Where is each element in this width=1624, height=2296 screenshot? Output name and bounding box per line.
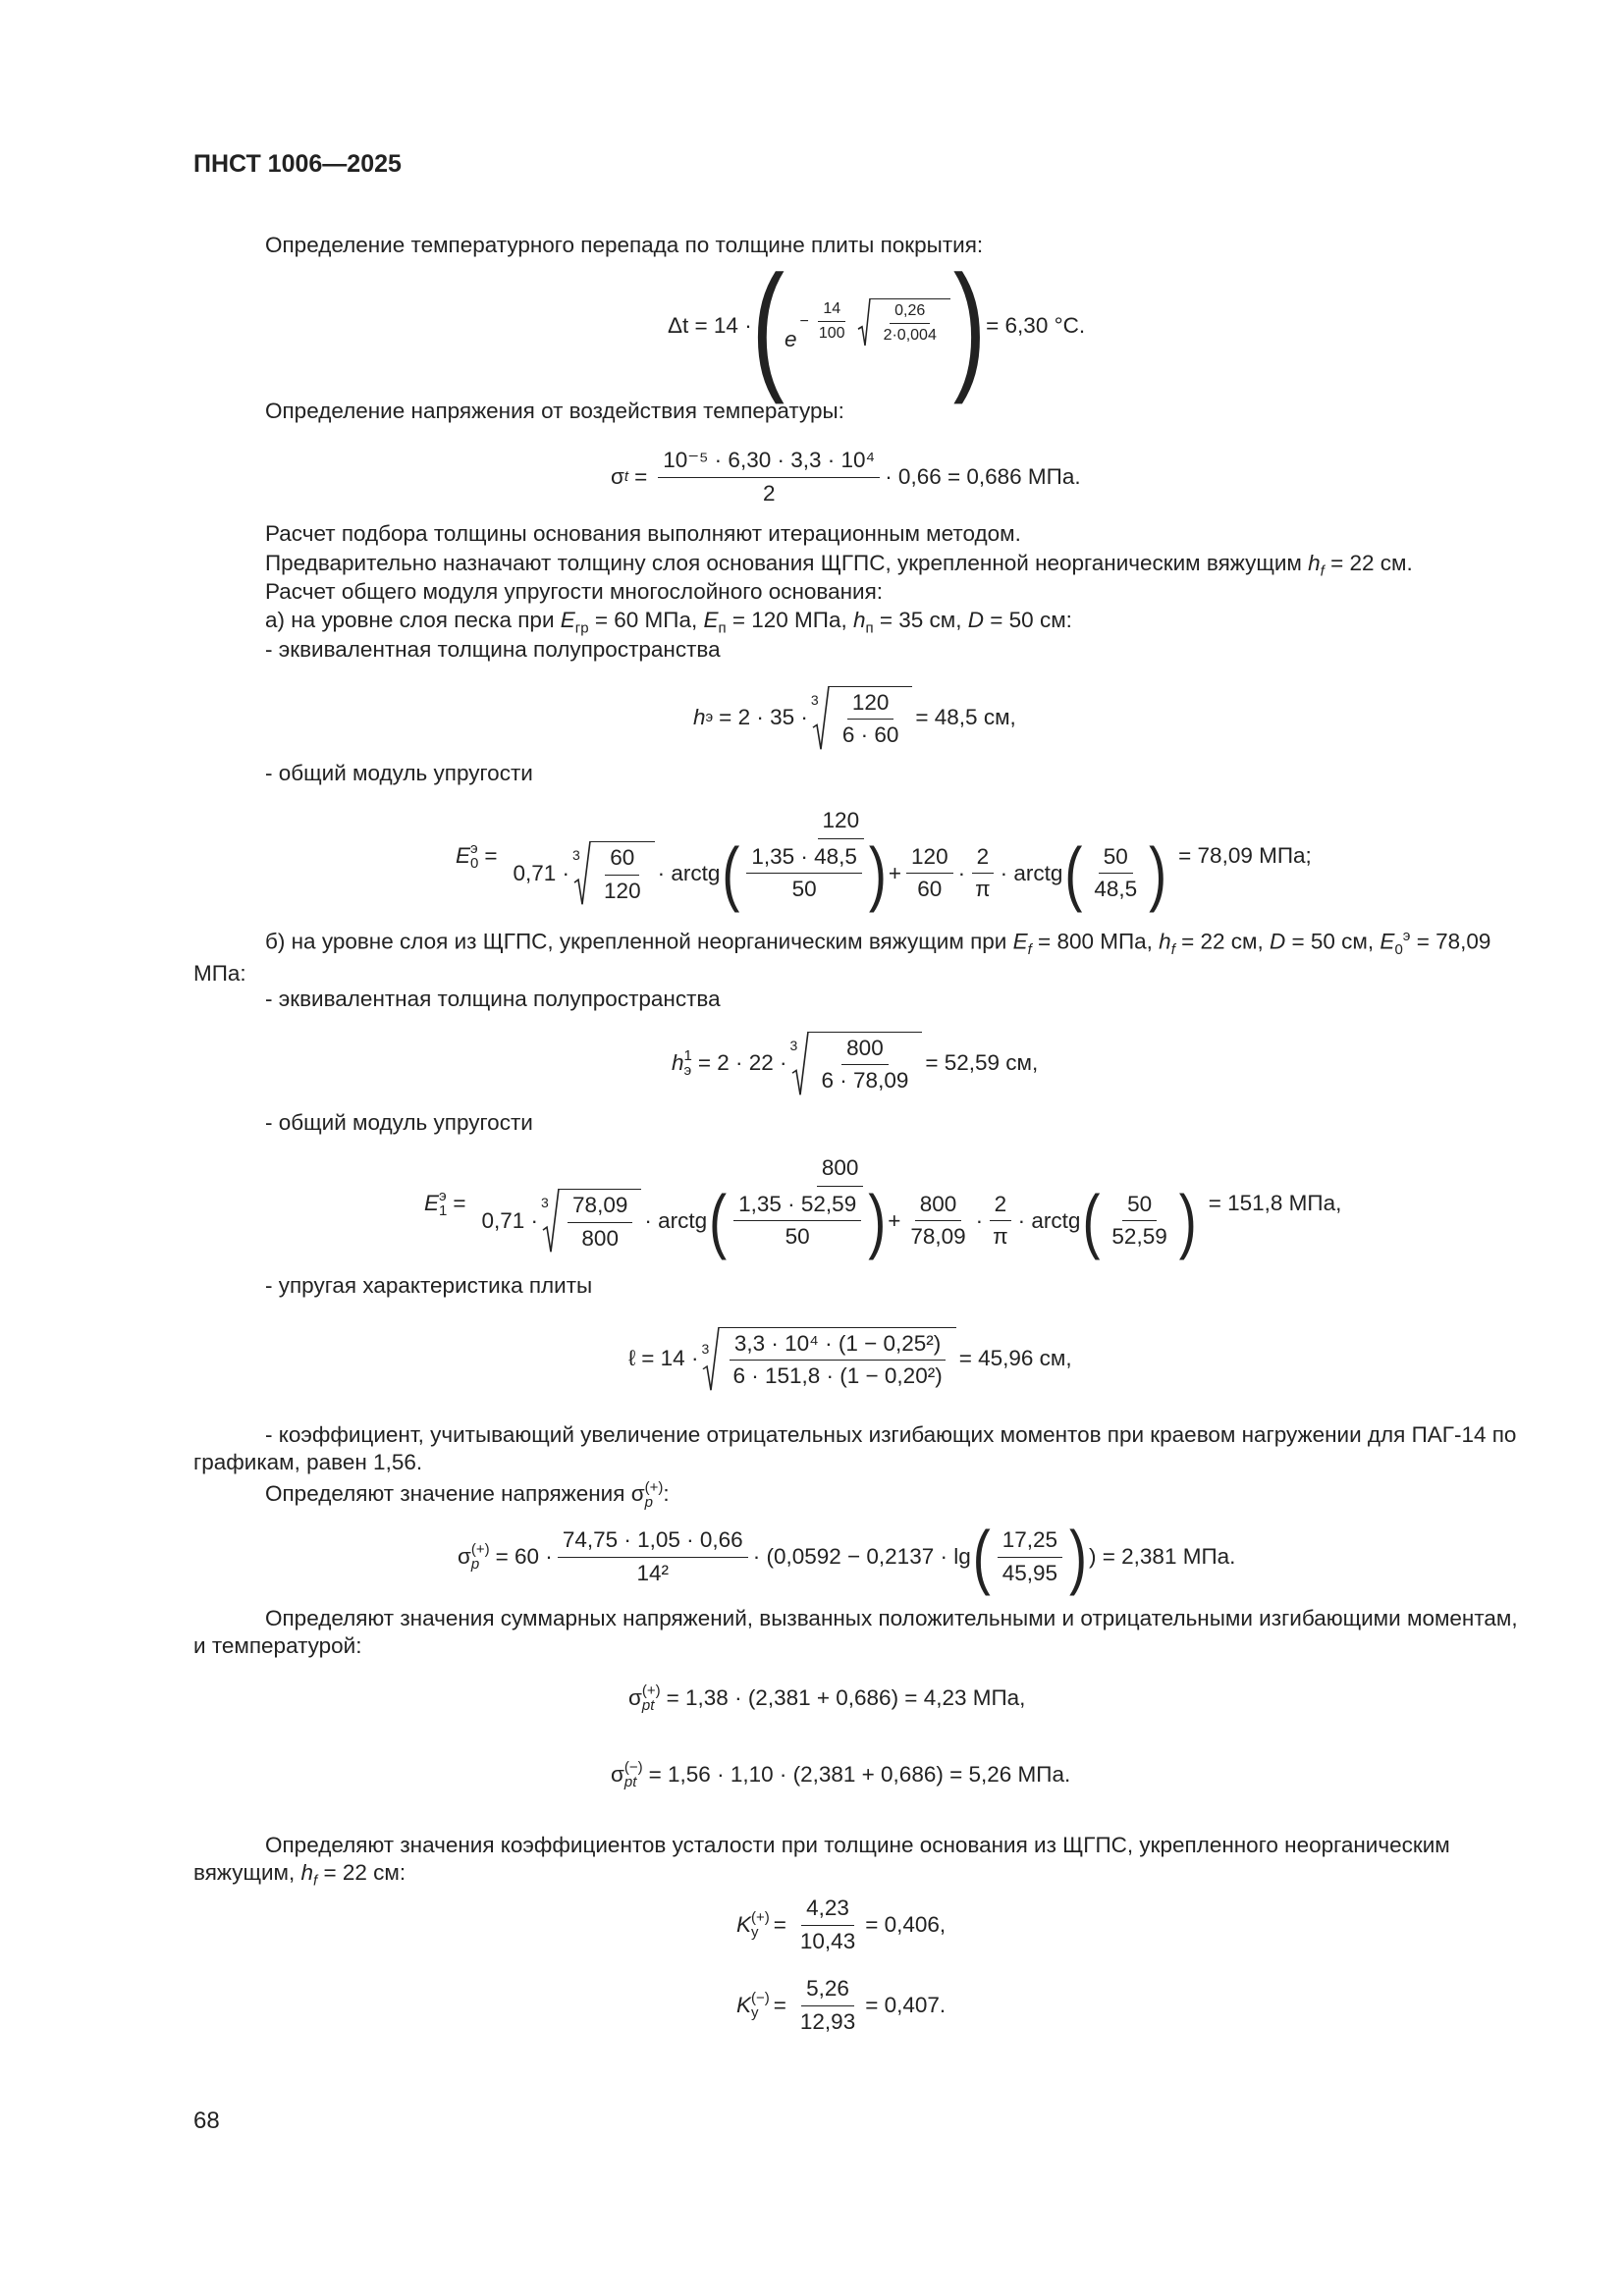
paragraph: а) на уровне слоя песка при $E_{гр} = 60$ МПа, $E_п = 120$ МПа, $h_п = 35$ см, D = 50 см: (265, 608, 1072, 637)
page-number: 68 (193, 2108, 220, 2134)
formula-total-modulus-1: E э 1 = 800 0,71 · 3 $\frac{78,09}{800}$ · arctg ( $\frac{1,35 \cdot 52,59}{50}$ ) + $\frac{800}{78,09}$ · $\frac{2}{\pi}$ · arctg ( $\frac{50}{52,59}$ ) = 151,8 МПа, (424, 1155, 1342, 1261)
formula-total-modulus-0: E э 0 = 120 0,71 · 3 $\frac{60}{120}$ · arctg ( $\frac{1,35 \cdot 48,5}{50}$ ) + $\frac{120}{60}$ · $\frac{2}{\pi}$ · arctg ( $\frac{50}{48,5}$ ) = 78,09 МПа; (456, 808, 1312, 914)
paragraph: б) на уровне слоя из ЩГПС, укрепленной неорганическим вяжущим при $E_f = 800$ МПа, $h_f = 22$ см, D = 50 см, $E_0^э = 78,09$ МПа: (193, 928, 1491, 986)
formula-equivalent-thickness-1: h э = 2 · 35 · 3 $\frac{120}{6 \cdot 60}$ = 48,5 см, (693, 679, 1016, 756)
paragraph: - коэффициент, учитывающий увеличение отрицательных изгибающих моментов при краевом нагружении для ПАГ-14 по графикам, равен 1,56. (193, 1422, 1517, 1475)
formula-positive-stress: σ (+) p = 60 · $\frac{74,75 \cdot 1,05 \cdot 0,66}{\text{14²}}$ · (0,0592 − 0,2137 · lg ( $\frac{17,25}{45,95}$ ) ) = 2,381 МПа. (458, 1517, 1236, 1597)
exponent-sqrt: $\frac{0,26}{2\cdot 0,004}$ (858, 298, 950, 346)
cube-root: 3 $\frac{800}{6 \cdot 78,09}$ (790, 1032, 923, 1095)
formula-elastic-characteristic: ℓ = 14 · 3 $\frac{\text{3,3 · 10⁴ · (1 − 0,25²)}}{\text{6 · 151,8 · (1 − 0,20²)}}$ = 45,96 см, (628, 1311, 1072, 1406)
paragraph: Расчет подбора толщины основания выполняют итерационным методом. (265, 521, 1021, 546)
formula-summary-stress-negative: σ (−) pt = 1,56 · 1,10 · (2,381 + 0,686) = 5,26 МПа. (611, 1759, 1071, 1790)
cube-root: 3 $\frac{120}{6 \cdot 60}$ (811, 686, 913, 749)
paragraph: Предварительно назначают толщину слоя основания ЩГПС, укрепленной неорганическим вяжущим $h_f = 22$ см. (265, 551, 1413, 580)
document-header: ПНСТ 1006—2025 (193, 150, 402, 178)
cube-root: 3 $\frac{\text{3,3 · 10⁴ · (1 − 0,25²)}}{\text{6 · 151,8 · (1 − 0,20²)}}$ (701, 1327, 955, 1390)
exponent-fraction: $\frac{14}{100}$ (818, 300, 845, 343)
paragraph: - упругая характеристика плиты (265, 1273, 593, 1298)
paragraph: Определяют значения коэффициентов усталости при толщине основания из ЩГПС, укрепленного неорганическим вяжущим, $h_f = 22$ см: (193, 1833, 1450, 1890)
right-paren: ) (952, 245, 987, 406)
paragraph: Определяют значение напряжения σ (+) p : (265, 1479, 670, 1512)
paragraph: - эквивалентная толщина полупространства (265, 637, 721, 662)
paragraph: - общий модуль упругости (265, 761, 533, 785)
paragraph: Расчет общего модуля упругости многослойного основания: (265, 579, 884, 604)
paragraph: Определение температурного перепада по толщине плиты покрытия: (265, 233, 984, 257)
left-paren: ( (751, 245, 785, 406)
formula-fatigue-coefficient-positive: K (+) у = $\frac{4,23}{10,43}$ = 0,406, (736, 1896, 947, 1953)
formula-temperature-difference: Δt = 14 · ( e − $\frac{14}{100}$ $\frac{0,26}{2\cdot 0,004}$ ) = 6,30 °С. (668, 245, 1086, 406)
formula-equivalent-thickness-2: h 1 э = 2 · 22 · 3 $\frac{800}{6 \cdot 78,09}$ = 52,59 см, (672, 1025, 1038, 1101)
formula-fatigue-coefficient-negative: K (−) у = $\frac{5,26}{12,93}$ = 0,407. (736, 1976, 947, 2034)
formula-summary-stress-positive: σ (+) pt = 1,38 · (2,381 + 0,686) = 4,23 МПа, (628, 1682, 1026, 1714)
paragraph: - общий модуль упругости (265, 1110, 533, 1135)
paragraph: - эквивалентная толщина полупространства (265, 987, 721, 1011)
paragraph: Определение напряжения от воздействия температуры: (265, 399, 844, 423)
paragraph: Определяют значения суммарных напряжений, вызванных положительными и отрицательными изгибающими моментам, и температурой: (193, 1606, 1518, 1659)
formula-thermal-stress: σ t = $\frac{\text{10⁻⁵ · 6,30 · 3,3 · 10⁴}}{2}$ · 0,66 = 0,686 МПа. (611, 448, 1081, 506)
